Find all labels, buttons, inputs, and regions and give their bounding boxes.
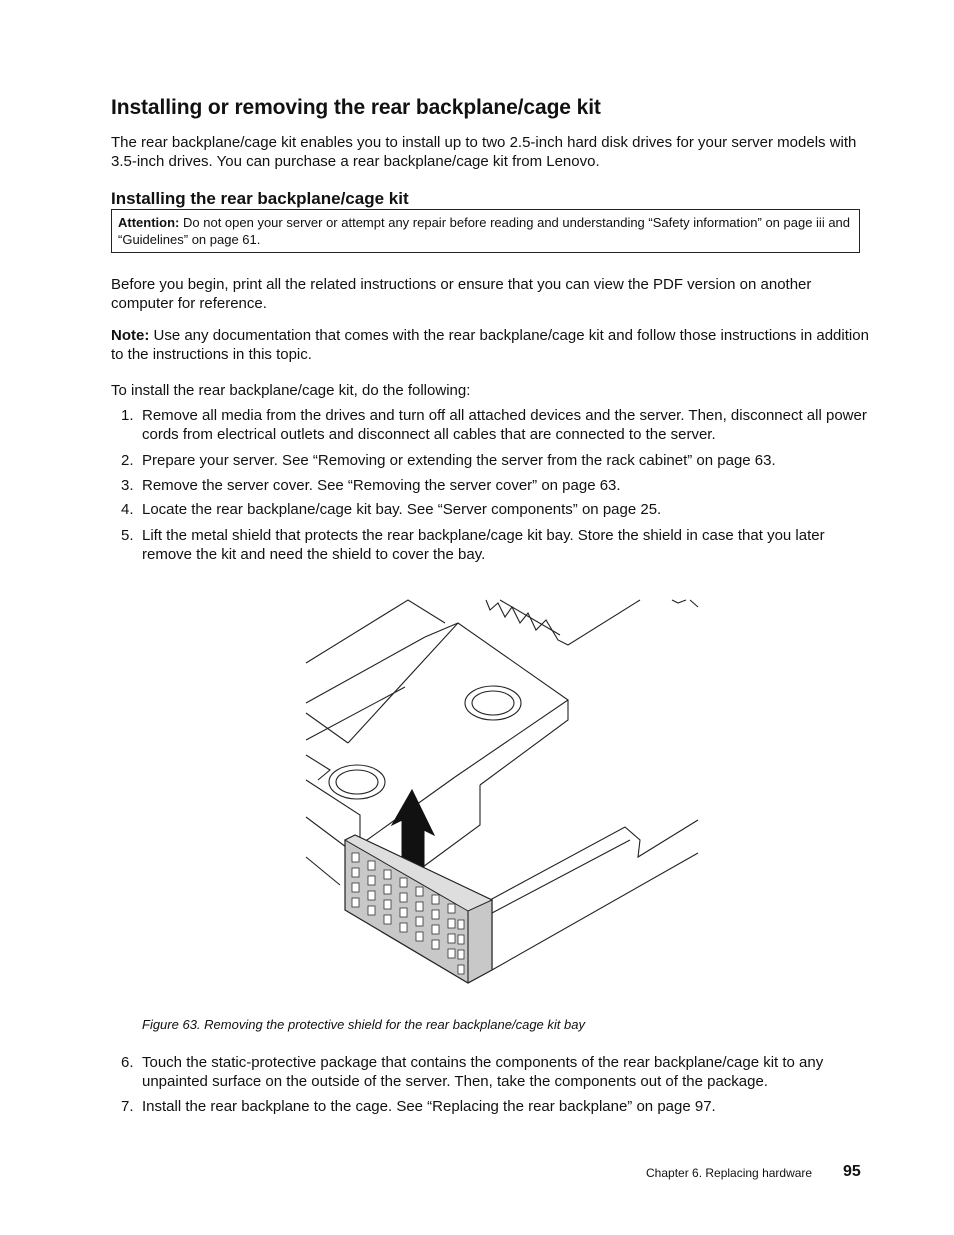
step-number: 1. xyxy=(121,407,134,424)
step-text: Remove all media from the drives and turn off all attached devices and the server. Then, disconnect all power cords from electrical outlets and disconnect all cables that are connected to the server. xyxy=(142,407,867,443)
board-component-icon xyxy=(486,600,698,645)
step-number: 5. xyxy=(121,527,134,544)
step-text: Remove the server cover. See “Removing the server cover” on page 63. xyxy=(142,477,621,494)
before-paragraph: Before you begin, print all the related instructions or ensure that you can view the PDF version on another computer for reference. xyxy=(111,276,812,312)
footer-chapter: Chapter 6. Replacing hardware xyxy=(646,1166,813,1180)
attention-text: Do not open your server or attempt any repair before reading and understanding “Safety information” on page iii and “Guidelines” on page 61. xyxy=(118,215,851,247)
intro-paragraph: The rear backplane/cage kit enables you to install up to two 2.5-inch hard disk drives for your server models with 3.5-inch drives. You can purchase a rear backplane/cage kit from Lenovo. xyxy=(111,134,857,170)
screw-hole-icon xyxy=(329,765,385,799)
install-intro: To install the rear backplane/cage kit, do the following: xyxy=(111,382,471,399)
figure-illustration xyxy=(300,595,700,985)
step-text: Locate the rear backplane/cage kit bay. See “Server components” on page 25. xyxy=(142,501,662,518)
note-text: Use any documentation that comes with the rear backplane/cage kit and follow those instructions in addition to the instructions in this topic. xyxy=(111,327,869,363)
screw-hole-icon xyxy=(465,686,521,720)
step-text: Prepare your server. See “Removing or extending the server from the rack cabinet” on page 63. xyxy=(142,452,776,469)
step-text: Touch the static-protective package that contains the components of the rear backplane/cage kit to any unpainted surface on the outside of the server. Then, take the components out of the package. xyxy=(142,1054,824,1090)
step-number: 7. xyxy=(121,1098,134,1115)
step-number: 2. xyxy=(121,452,134,469)
attention-box xyxy=(111,209,860,253)
step-number: 4. xyxy=(121,501,134,518)
section-title: Installing or removing the rear backplane/cage kit xyxy=(111,96,601,119)
step-text: Install the rear backplane to the cage. See “Replacing the rear backplane” on page 97. xyxy=(142,1098,716,1115)
figure-caption: Figure 63. Removing the protective shield for the rear backplane/cage kit bay xyxy=(142,1017,585,1032)
note-label: Note: xyxy=(111,327,150,344)
attention-label: Attention: xyxy=(118,215,180,230)
step-number: 3. xyxy=(121,477,134,494)
subsection-title: Installing the rear backplane/cage kit xyxy=(111,189,409,208)
note-paragraph xyxy=(111,326,871,364)
step-number: 6. xyxy=(121,1054,134,1071)
page-number: 95 xyxy=(843,1163,861,1180)
step-text: Lift the metal shield that protects the rear backplane/cage kit bay. Store the shield in case that you later remove the kit and need the shield to cover the bay. xyxy=(142,527,825,563)
